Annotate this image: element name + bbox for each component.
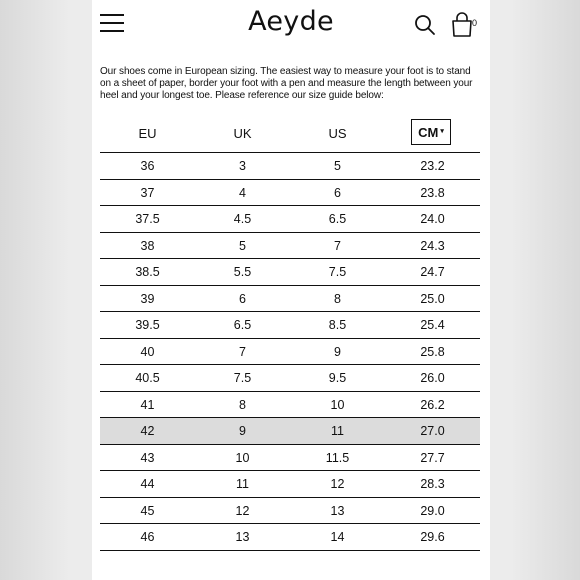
size-cell-eu: 36 [140,159,155,173]
table-row [100,233,480,260]
table-row [100,339,480,366]
size-cell-us: 7 [334,238,341,253]
size-table [100,118,480,551]
size-cell-uk: 9 [239,424,246,438]
size-cell-eu: 39 [140,291,155,306]
size-cell-cm: 25.4 [420,318,445,332]
column-header-us: US [328,126,347,141]
column-header-uk: UK [233,126,252,141]
size-cell-cm: 25.0 [420,291,445,306]
size-cell-cm: 23.2 [420,159,445,173]
size-cell-uk: 4.5 [233,212,252,226]
size-cell-cm: 29.6 [420,530,445,544]
size-cell-cm: 27.0 [420,424,445,438]
size-cell-uk: 8 [239,397,246,412]
size-cell-eu: 38.5 [135,265,160,279]
size-cell-eu: 39.5 [135,318,160,332]
size-guide-screen [92,0,490,580]
size-cell-us: 12 [330,477,345,491]
table-row [100,180,480,207]
size-cell-eu: 37.5 [135,212,160,226]
size-cell-us: 11.5 [325,450,350,465]
table-row [100,206,480,233]
size-cell-eu: 42 [140,424,155,438]
size-cell-uk: 5 [239,238,246,253]
column-header-eu: EU [138,126,157,141]
size-cell-eu: 41 [140,397,155,412]
unit-dropdown[interactable] [411,119,451,145]
size-table-body [100,153,480,551]
size-cell-us: 7.5 [328,265,347,279]
size-cell-eu: 37 [140,185,155,200]
size-table-header [100,118,480,153]
size-cell-cm: 26.2 [420,397,445,412]
unit-dropdown-value: CM [418,124,439,140]
size-cell-eu: 46 [140,530,155,544]
size-cell-uk: 3 [239,159,246,173]
size-cell-eu: 45 [140,503,155,518]
size-cell-uk: 7 [239,344,246,359]
size-cell-cm: 25.8 [420,344,445,359]
table-row [100,445,480,472]
size-cell-cm: 23.8 [420,185,445,200]
table-row [100,392,480,419]
size-cell-us: 9 [334,344,341,359]
table-row [100,471,480,498]
size-cell-us: 13 [330,503,345,518]
size-cell-us: 14 [330,530,345,544]
brand-logo[interactable]: Aeyde [248,6,334,37]
table-row [100,259,480,286]
size-cell-us: 11 [331,424,344,438]
table-row [100,524,480,551]
size-cell-cm: 26.0 [420,371,445,385]
size-cell-us: 9.5 [328,371,347,385]
size-cell-us: 8 [334,291,341,306]
site-header [92,0,490,52]
size-cell-uk: 11 [236,477,249,491]
size-cell-us: 5 [334,159,341,173]
size-cell-uk: 10 [235,450,250,465]
size-cell-cm: 27.7 [420,450,445,465]
size-cell-eu: 40 [140,344,155,359]
size-cell-eu: 43 [140,450,155,465]
table-row [100,153,480,180]
size-cell-uk: 6.5 [233,318,252,332]
bag-count-badge: 0 [472,18,478,28]
table-row [100,498,480,525]
size-cell-cm: 24.3 [420,238,445,253]
size-cell-us: 10 [330,397,345,412]
chevron-down-icon: ▾ [440,128,444,135]
table-row [100,418,480,445]
size-cell-uk: 6 [239,291,246,306]
size-cell-cm: 29.0 [420,503,445,518]
table-row [100,286,480,313]
size-cell-us: 6.5 [328,212,347,226]
size-cell-uk: 7.5 [233,371,252,385]
shopping-bag-icon[interactable] [450,12,474,38]
size-cell-uk: 4 [239,185,246,200]
size-cell-eu: 44 [140,477,155,491]
search-icon[interactable] [414,14,436,36]
size-cell-cm: 24.0 [420,212,445,226]
size-cell-eu: 40.5 [135,371,160,385]
size-cell-uk: 13 [235,530,250,544]
size-cell-us: 8.5 [328,318,347,332]
table-row [100,365,480,392]
size-cell-us: 6 [334,185,341,200]
size-cell-cm: 28.3 [420,477,445,491]
size-guide-intro: Our shoes come in European sizing. The easiest way to measure your foot is to stand on a sheet of paper, border your foot with a pen and measure the length between your heel and your longest toe. Please reference our size guide below: [100,66,473,101]
size-cell-uk: 5.5 [233,265,252,279]
size-cell-eu: 38 [140,238,155,253]
size-cell-uk: 12 [235,503,250,518]
size-cell-cm: 24.7 [420,265,445,279]
table-row [100,312,480,339]
